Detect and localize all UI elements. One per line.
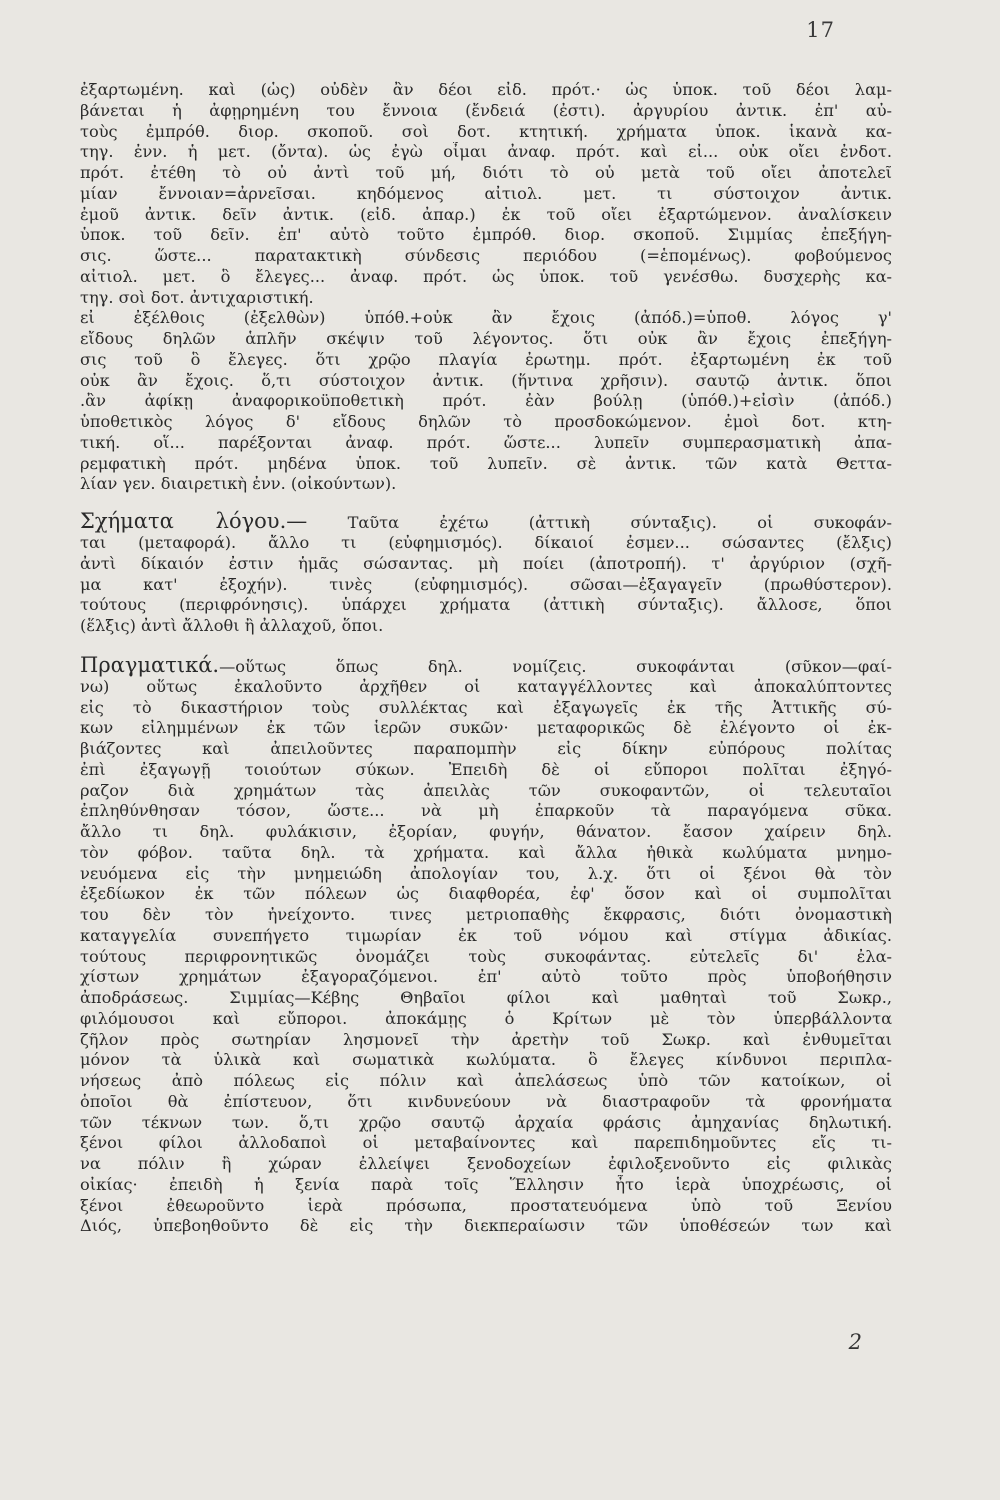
text-line: ὑποκ. τοῦ δεῖν. ἐπ' αὐτὸ τοῦτο ἐμπρόθ. διορ. σκοποῦ. Σιμμίας ἐπεξήγη- xyxy=(80,225,892,245)
text-line: τηγ. ἐνν. ἡ μετ. (ὄντα). ὡς ἐγὼ οἶμαι ἀναφ. πρότ. καὶ εἰ... οὐκ οἴει ἐνδοτ. xyxy=(80,142,892,162)
text-line: καταγγελία συνεπήγετο τιμωρίαν ἐκ τοῦ νόμου καὶ στίγμα ἀδικίας. xyxy=(80,925,892,945)
text-line: ται (μεταφορά). ἄλλο τι (εὐφημισμός). δίκαιοί ἐσμεν... σώσαντες (ἔλξις) xyxy=(80,533,892,552)
text-line: Διός, ὑπεβοηθοῦντο δὲ εἰς τὴν διεκπεραίωσιν τῶν ὑποθέσεών των καὶ xyxy=(80,1216,892,1236)
text-line: ἀντὶ δίκαιόν ἐστιν ἡμᾶς σώσαντας. μὴ ποίει (ἀποτροπή). τ' ἀργύριον (σχῆ- xyxy=(80,553,892,573)
section-syntax-notes xyxy=(80,80,892,495)
text-line: αἰτιολ. μετ. ὃ ἔλεγες... ἀναφ. πρότ. ὡς ὑποκ. τοῦ γενέσθω. δυσχερὴς κα- xyxy=(80,266,892,286)
spacer xyxy=(80,495,892,509)
spacer xyxy=(80,637,892,653)
section-heading-line xyxy=(80,509,892,533)
text-line: νω) οὕτως ἐκαλοῦντο ἀρχῆθεν οἱ καταγγέλλοντες καὶ ἀποκαλύπτοντες xyxy=(80,676,892,696)
section-figures-of-speech xyxy=(80,533,892,637)
text-line: τούτους περιφρονητικῶς ὀνομάζει τοὺς συκοφάντας. εὐτελεῖς δι' ἐλα- xyxy=(80,946,892,966)
text-line: οὐκ ἂν ἔχοις. ὅ,τι σύστοιχον ἀντικ. (ἥντινα χρῆσιν). σαυτῷ ἀντικ. ὅποι xyxy=(80,370,892,390)
text-line: τοὺς ἐμπρόθ. διορ. σκοποῦ. σοὶ δοτ. κτητική. χρήματα ὑποκ. ἱκανὰ κα- xyxy=(80,121,892,141)
text-line: εἰς τὸ δικαστήριον τοὺς συλλέκτας καὶ ἐξαγωγεῖς ἐκ τῆς Ἀττικῆς σύ- xyxy=(80,697,892,717)
text-line: μα κατ' ἐξοχήν). τινὲς (εὐφημισμός). σῶσαι—ἐξαγαγεῖν (πρωθύστερον). xyxy=(80,574,892,594)
text-line: εἰ ἐξέλθοις (ἐξελθὼν) ὑπόθ.+οὐκ ἂν ἔχοις (ἀπόδ.)=ὑποθ. λόγος γ' xyxy=(80,308,892,328)
text-line: ξένοι ἐθεωροῦντο ἱερὰ πρόσωπα, προστατευόμενα ὑπὸ τοῦ Ξενίου xyxy=(80,1195,892,1215)
text-line: οἰκίας· ἐπειδὴ ἡ ξενία παρὰ τοῖς Ἕλλησιν ἦτο ἱερὰ ὑποχρέωσις, οἱ xyxy=(80,1174,892,1194)
text-line: φιλόμουσοι καὶ εὔποροι. ἀποκάμῃς ὁ Κρίτων μὲ τὸν ὑπερβάλλοντα xyxy=(80,1008,892,1028)
text-line: λίαν γεν. διαιρετικὴ ἐνν. (οἰκούντων). xyxy=(80,474,397,494)
text-line: του δὲν τὸν ἠνείχοντο. τινες μετριοπαθὴς ἔκφρασις, διότι ὀνομαστικὴ xyxy=(80,905,892,924)
text-line: ὁποῖοι θὰ ἐπίστευον, ὅτι κινδυνεύουν νὰ διαστραφοῦν τὰ φρονήματα xyxy=(80,1091,892,1111)
text-line: τηγ. σοὶ δοτ. ἀντιχαριστική. xyxy=(80,287,314,307)
text-line: μόνον τὰ ὑλικὰ καὶ σωματικὰ κωλύματα. ὃ ἔλεγες κίνδυνοι περιπλα- xyxy=(80,1050,892,1070)
text-line: ἀποδράσεως. Σιμμίας—Κέβης Θηβαῖοι φίλοι καὶ μαθηταὶ τοῦ Σωκρ., xyxy=(80,988,892,1007)
text-line: εἴδους δηλῶν ἁπλῆν σκέψιν τοῦ λέγοντος. ὅτι οὐκ ἂν ἔχοις ἐπεξήγη- xyxy=(80,329,892,348)
text-line: σις. ὥστε... παρατακτικὴ σύνδεσις περιόδου (=ἑπομένως). φοβούμενος xyxy=(80,246,892,265)
text-line: ἐπληθύνθησαν τόσον, ὥστε... νὰ μὴ ἐπαρκοῦν τὰ παραγόμενα σῦκα. xyxy=(80,801,892,821)
text-line: ἐξεδίωκον ἐκ τῶν πόλεων ὡς διαφθορέα, ἐφ' ὅσον καὶ οἱ συμπολῖται xyxy=(80,884,892,904)
text-line: τική. οἵ... παρέξονται ἀναφ. πρότ. ὥστε... λυπεῖν συμπερασματικὴ ἀπα- xyxy=(80,432,892,452)
text-line: .ἂν ἀφίκῃ ἀναφορικοϋποθετικὴ πρότ. ἐὰν βούλῃ (ὑπόθ.)+εἰσὶν (ἀπόδ.) xyxy=(80,391,892,411)
text-line: βιάζοντες καὶ ἀπειλοῦντες παραπομπὴν εἰς δίκην εὐπόρους πολίτας xyxy=(80,739,892,758)
heading-line-text: Ταῦτα ἐχέτω (ἀττικὴ σύνταξις). οἱ συκοφάν- xyxy=(307,513,892,532)
text-line: νευόμενα εἰς τὴν μνημειώδη ἀπολογίαν του, λ.χ. ὅτι οἱ ξένοι θὰ τὸν xyxy=(80,863,892,883)
text-line: ραζον διὰ χρημάτων τὰς ἀπειλὰς τῶν συκοφαντῶν, οἱ τελευταῖοι xyxy=(80,780,892,800)
section-heading-line xyxy=(80,653,892,677)
page-number: 17 xyxy=(806,18,835,42)
text-line: σις τοῦ ὃ ἔλεγες. ὅτι χρῷο πλαγία ἐρωτημ. πρότ. ἐξαρτωμένη ἐκ τοῦ xyxy=(80,349,892,369)
text-line: ἐμοῦ ἀντικ. δεῖν ἀντικ. (εἰδ. ἀπαρ.) ἐκ τοῦ οἴει ἐξαρτώμενον. ἀναλίσκειν xyxy=(80,204,892,224)
text-line: πρότ. ἐτέθη τὸ οὐ ἀντὶ τοῦ μή, διότι τὸ οὐ μετὰ τοῦ οἴει ἀποτελεῖ xyxy=(80,163,892,182)
text-line: ζῆλον πρὸς σωτηρίαν λησμονεῖ τὴν ἀρετὴν τοῦ Σωκρ. καὶ ἐνθυμεῖται xyxy=(80,1029,892,1049)
text-line: τὸν φόβον. ταῦτα δηλ. τὰ χρήματα. καὶ ἄλλα ἠθικὰ κωλύματα μνημο- xyxy=(80,842,892,862)
text-line: τῶν τέκνων των. ὅ,τι χρῷο σαυτῷ ἀρχαία φράσις ἀμηχανίας δηλωτική. xyxy=(80,1112,892,1132)
text-line: να πόλιν ἢ χώραν ἐλλείψει ξενοδοχείων ἐφιλοξενοῦντο εἰς φιλικὰς xyxy=(80,1154,892,1173)
text-line: ἐπὶ ἐξαγωγῇ τοιούτων σύκων. Ἐπειδὴ δὲ οἱ εὔποροι πολῖται ἐξηγό- xyxy=(80,759,892,779)
text-line: ρεμφατικὴ πρότ. μηδένα ὑποκ. τοῦ λυπεῖν. σὲ ἀντικ. τῶν κατὰ Θεττα- xyxy=(80,453,892,473)
text-line: νήσεως ἀπὸ πόλεως εἰς πόλιν καὶ ἀπελάσεως ὑπὸ τῶν κατοίκων, οἱ xyxy=(80,1071,892,1090)
signature-mark: 2 xyxy=(848,1330,862,1354)
text-line: ἐξαρτωμένη. καὶ (ὡς) οὐδὲν ἂν δέοι εἰδ. πρότ.· ὡς ὑποκ. τοῦ δέοι λαμ- xyxy=(80,80,892,99)
text-line: ξένοι φίλοι ἀλλοδαποὶ οἱ μεταβαίνοντες καὶ παρεπιδημοῦντες εἴς τι- xyxy=(80,1133,892,1153)
text-line: ἄλλο τι δηλ. φυλάκισιν, ἐξορίαν, φυγήν, θάνατον. ἔασον χαίρειν δηλ. xyxy=(80,822,892,841)
text-line: χίστων χρημάτων ἐξαγοραζόμενοι. ἐπ' αὐτὸ τοῦτο πρὸς ὑποβοήθησιν xyxy=(80,967,892,987)
text-line: (ἕλξις) ἀντὶ ἄλλοθι ἢ ἀλλαχοῦ, ὅποι. xyxy=(80,616,384,635)
text-line: μίαν ἔννοιαν=ἀρνεῖσαι. κηδόμενος αἰτιολ. μετ. τι σύστοιχον ἀντικ. xyxy=(80,183,892,203)
text-line: τούτους (περιφρόνησις). ὑπάρχει χρήματα (ἀττικὴ σύνταξις). ἄλλοσε, ὅποι xyxy=(80,595,892,615)
text-line: κων εἰλημμένων ἐκ τῶν ἱερῶν συκῶν· μεταφορικῶς δὲ ἐλέγοντο οἱ ἐκ- xyxy=(80,718,892,738)
section-heading-facts: Πραγματικά. xyxy=(80,652,220,677)
section-facts xyxy=(80,677,892,1237)
section-heading-figures: Σχήματα λόγου.— xyxy=(80,509,308,533)
text-body xyxy=(80,80,892,1237)
heading-line-text: —οὕτως ὅπως δηλ. νομίζεις. συκοφάνται (σῦκον—φαί- xyxy=(219,656,892,676)
text-line: ὑποθετικὸς λόγος δ' εἴδους δηλῶν τὸ προσδοκώμενον. ἐμοὶ δοτ. κτη- xyxy=(80,412,892,431)
text-line: βάνεται ἡ ἀφῃρημένη του ἔννοια (ἔνδειά (ἐστι). ἀργυρίου ἀντικ. ἐπ' αὐ- xyxy=(80,100,892,120)
